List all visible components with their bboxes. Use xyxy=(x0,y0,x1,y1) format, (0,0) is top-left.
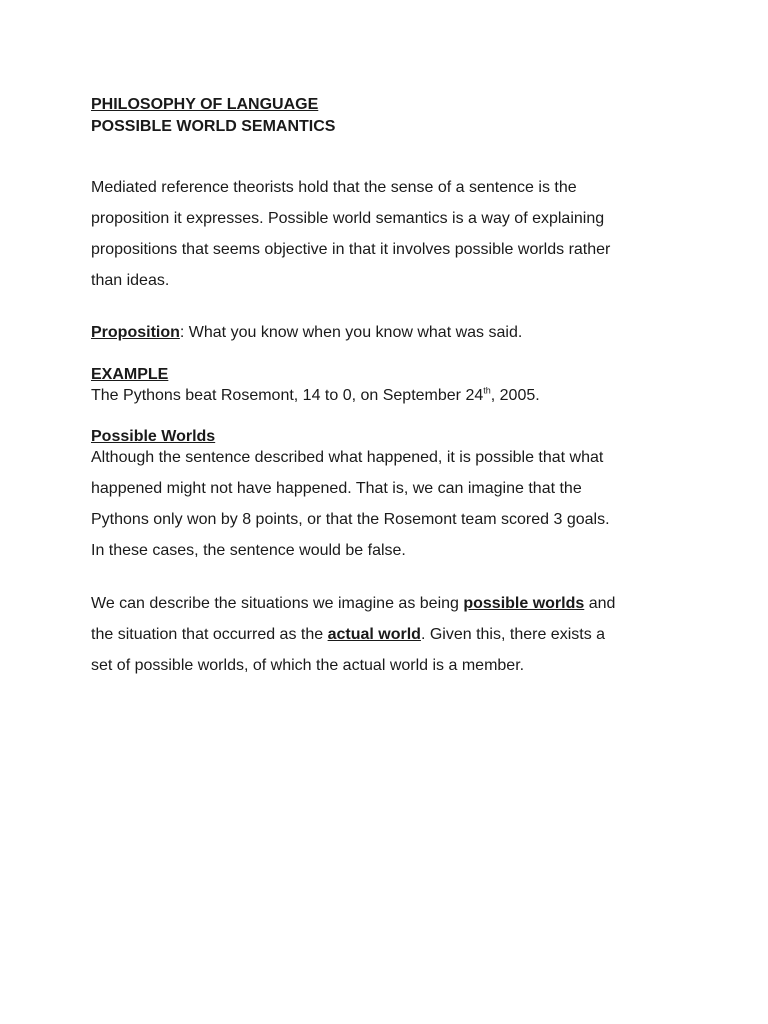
closing-line xyxy=(91,588,691,619)
proposition-term: Proposition xyxy=(91,324,180,341)
document-title: PHILOSOPHY OF LANGUAGE xyxy=(91,96,319,113)
closing-text: the situation that occurred as the xyxy=(91,626,328,643)
intro-line: Mediated reference theorists hold that the sense of a sentence is the xyxy=(91,179,577,196)
intro-paragraph xyxy=(91,172,691,296)
actual-world-term: actual world xyxy=(327,626,421,643)
closing-text: and xyxy=(584,595,616,612)
example-heading: EXAMPLE xyxy=(91,366,169,383)
example-text: The Pythons beat Rosemont, 14 to 0, on September 24 xyxy=(91,387,484,404)
example-sentence xyxy=(91,385,691,406)
possible-worlds-line: happened might not have happened. That is, we can imagine that the xyxy=(91,480,582,497)
possible-worlds-line: Although the sentence described what happened, it is possible that what xyxy=(91,449,604,466)
intro-line: proposition it expresses. Possible world semantics is a way of explaining xyxy=(91,210,605,227)
document-subtitle: POSSIBLE WORLD SEMANTICS xyxy=(91,118,336,135)
possible-worlds-line: Pythons only won by 8 points, or that the Rosemont team scored 3 goals. xyxy=(91,511,610,528)
possible-worlds-line: In these cases, the sentence would be false. xyxy=(91,542,406,559)
possible-worlds-heading: Possible Worlds xyxy=(91,428,216,445)
proposition-text: : What you know when you know what was said. xyxy=(179,324,523,341)
closing-text: We can describe the situations we imagine as being xyxy=(91,595,464,612)
closing-text: . Given this, there exists a xyxy=(420,626,606,643)
closing-paragraph xyxy=(91,588,691,681)
proposition-definition xyxy=(91,317,691,348)
example-text-end: , 2005. xyxy=(490,387,540,404)
possible-worlds-section xyxy=(91,427,691,566)
closing-line: set of possible worlds, of which the actual world is a member. xyxy=(91,657,525,674)
intro-line: than ideas. xyxy=(91,272,170,289)
document-header xyxy=(91,94,691,138)
example-superscript: th xyxy=(483,385,491,396)
example-section xyxy=(91,365,691,406)
intro-line: propositions that seems objective in that it involves possible worlds rather xyxy=(91,241,611,258)
closing-line xyxy=(91,619,691,650)
possible-worlds-term: possible worlds xyxy=(463,595,585,612)
